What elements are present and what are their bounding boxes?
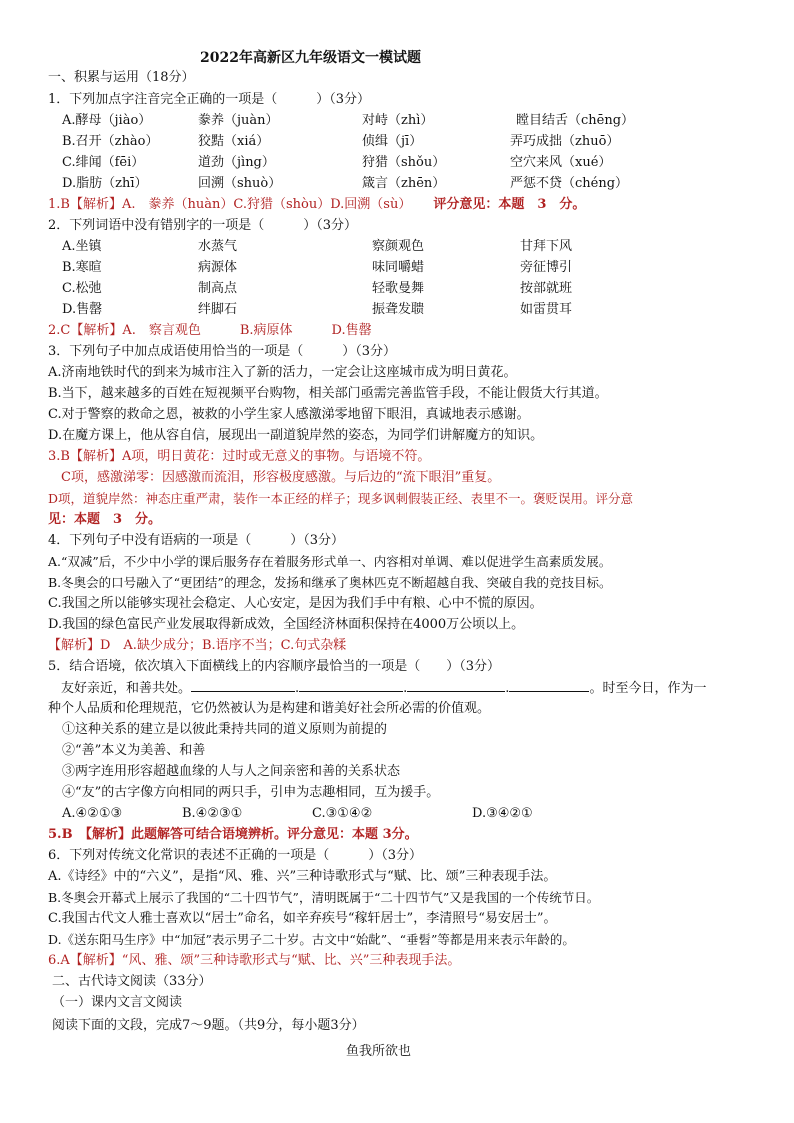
fill-blank [191,678,295,692]
option-cell: 水蒸气 [198,239,238,254]
option-cell: A.坐镇 [62,239,102,254]
option-cell: 察颜观色 [372,239,425,254]
option-cell: B.④②③① [182,806,243,821]
list-item: ②“善”本义为美善、和善 [62,743,206,758]
score-note: 评分意见：本题 3 分。 [433,197,586,212]
option-cell: 空穴来风（xué） [510,155,612,170]
option-cell: 振聋发聩 [372,302,425,317]
answer-explanation: 6.A【解析】“风、雅、颂”三种诗歌形式与“赋、比、兴”三种表现手法。 [48,953,461,968]
answer-explanation: 【解析】D A.缺少成分；B.语序不当；C.句式杂糅 [48,638,347,653]
answer-explanation [48,195,585,215]
question-stem: 3．下列句子中加点成语使用恰当的一项是（ ）（3分） [48,344,397,359]
option-line: B.当下，越来越多的百姓在短视频平台购物，相关部门亟需完善监管手段，不能让假货大行其道。 [48,386,608,401]
option-cell: D.③④②① [472,806,533,821]
option-cell: B.召开（zhào） [62,134,159,149]
list-item: ①这种关系的建立是以彼此秉持共同的道义原则为前提的 [62,722,388,737]
option-line: B.冬奥会开幕式上展示了我国的“二十四节气”，清明既属于“二十四节气”又是我国的一个传统节日。 [48,890,600,905]
option-cell: A.④②①③ [62,806,123,821]
passage-title: 鱼我所欲也 [346,1044,412,1059]
option-cell: 绊脚石 [198,302,238,317]
option-line: B.冬奥会的口号融入了“更团结”的理念，发扬和继承了奥林匹克不断超越自我、突破自我的竞技目标。 [48,575,612,590]
section-heading: 二、古代诗文阅读（33分） [52,974,212,989]
fill-blank [299,678,403,692]
option-line: C.对于警察的救命之恩，被救的小学生家人感激涕零地留下眼泪，真诚地表示感谢。 [48,407,530,422]
section-heading: 一、积累与运用（18分） [48,70,195,85]
instruction-text: 阅读下面的文段，完成7～9题。（共9分，每小题3分） [52,1018,365,1033]
option-line: C.我国古代文人雅士喜欢以“居士”命名，如辛弃疾号“稼轩居士”，李清照号“易安居士”。 [48,911,557,926]
option-line: D.我国的绿色富民产业发展取得新成效，全国经济林面积保持在4000万公顷以上。 [48,617,525,632]
question-stem: 4．下列句子中没有语病的一项是（ ）（3分） [48,533,345,548]
list-item: ③两字连用形容超越血缘的人与人之间亲密和善的关系状态 [62,764,401,779]
option-cell: 按部就班 [520,281,573,296]
option-cell: 对峙（zhì） [362,113,434,128]
answer-explanation: D项，道貌岸然：神态庄重严肃，装作一本正经的样子；现多讽刺假装正经、表里不一。褒贬误用。评分意 [48,491,634,506]
option-line: A.“双减”后，不少中小学的课后服务存在着服务形式单一、内容相对单调、难以促进学生高素质发展。 [48,554,612,569]
option-cell: 如雷贯耳 [520,302,573,317]
option-cell: 严惩不贷（chéng） [510,176,629,191]
option-cell: 侦缉（jī） [362,134,423,149]
subsection-heading: （一）课内文言文阅读 [52,995,183,1010]
option-cell: 狩猎（shǒu） [362,155,446,170]
answer-explanation: 2.C【解析】A. 察言观色 B.病原体 D.售罄 [48,323,372,338]
passage-text: 友好亲近，和善共处。 [48,681,192,696]
option-cell: 味同嚼蜡 [372,260,425,275]
option-line: D.《送东阳马生序》中“加冠”表示男子二十岁。古文中“始龀”、“垂髫”等都是用来表示年龄的。 [48,932,575,947]
option-cell: A.酵母（jiào） [62,113,152,128]
option-cell: 轻歌曼舞 [372,281,425,296]
option-line: C.我国之所以能够实现社会稳定、人心安定，是因为我们手中有粮、心中不慌的原因。 [48,596,543,611]
option-cell: 弄巧成拙（zhuō） [510,134,620,149]
option-cell: C.③①④② [312,806,373,821]
fill-blank [407,678,505,692]
option-cell: 道劲（jìng） [198,155,275,170]
answer-explanation: 3.B【解析】A项，明日黄花：过时或无意义的事物。与语境不符。 [48,449,431,464]
question-stem: 5．结合语境，依次填入下面横线上的内容顺序最恰当的一项是（ ）（3分） [48,659,501,674]
option-cell: 回溯（shuò） [198,176,282,191]
page-title: 2022年高新区九年级语文一模试题 [200,50,421,66]
option-cell: B.寒暄 [62,260,102,275]
option-cell: C.绯闻（fēi） [62,155,145,170]
option-cell: 病源体 [198,260,238,275]
option-cell: D.售罄 [62,302,103,317]
option-cell: 箴言（zhēn） [362,176,446,191]
option-cell: 豢养（juàn） [198,113,279,128]
option-line: D.在魔方课上，他从容自信，展现出一副道貌岸然的姿态，为同学们讲解魔方的知识。 [48,428,544,443]
option-cell: 旁征博引 [520,260,573,275]
passage-line: 种个人品质和伦理规范，它仍然被认为是构建和谐美好社会所必需的价值观。 [48,701,491,716]
option-cell: D.脂肪（zhī） [62,176,148,191]
answer-explanation: 5.B 【解析】此题解答可结合语境辨析。评分意见：本题 3分。 [48,827,418,842]
question-stem: 2．下列词语中没有错别字的一项是（ ）（3分） [48,218,358,233]
score-note: 见：本题 3 分。 [48,512,162,527]
list-item: ④“友”的古字像方向相同的两只手，引申为志趣相同，互为援手。 [62,785,440,800]
option-line: A.济南地铁时代的到来为城市注入了新的活力，一定会让这座城市成为明日黄花。 [48,365,517,380]
option-cell: 狡黠（xiá） [198,134,270,149]
question-stem: 1．下列加点字注音完全正确的一项是（ ）（3分） [48,92,371,107]
fill-blank [509,678,589,692]
option-cell: 瞠目结舌（chēng） [516,113,635,128]
option-cell: C.松弛 [62,281,102,296]
option-line: A.《诗经》中的“六义”，是指“风、雅、兴”三种诗歌形式与“赋、比、颂”三种表现手法。 [48,869,557,884]
passage-text: 。时至今日，作为一 [589,681,707,696]
answer-text: 1.B【解析】A. 豢养（huàn）C.狩猎（shòu）D.回溯（sù） [48,197,412,212]
option-cell: 甘拜下风 [520,239,573,254]
passage-line: 友好亲近，和善共处。 . . . 。时至今日，作为一 [48,678,706,699]
answer-explanation: C项，感激涕零：因感激而流泪，形容极度感激。与后边的“流下眼泪”重复。 [48,470,501,485]
option-cell: 制高点 [198,281,238,296]
question-stem: 6．下列对传统文化常识的表述不正确的一项是（ ）（3分） [48,848,423,863]
